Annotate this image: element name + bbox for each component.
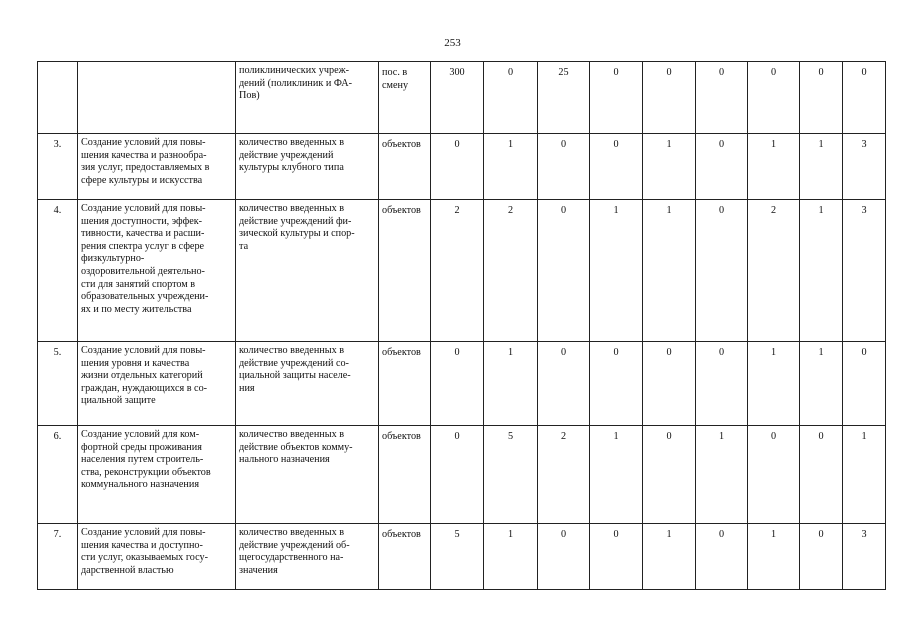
task-cell: Создание условий для повы- шения качества и разнообра- зия услуг, предоставляемых в сфере культуры и искусства <box>78 134 236 200</box>
table-row <box>38 426 886 524</box>
value-cell: 0 <box>696 342 748 426</box>
value-cell: 2 <box>431 200 484 342</box>
value-cell: 0 <box>431 342 484 426</box>
value-cell: 0 <box>590 342 643 426</box>
value-cell: 300 <box>431 62 484 134</box>
value-cell: 0 <box>431 426 484 524</box>
table-row <box>38 524 886 590</box>
value-cell: 0 <box>643 426 696 524</box>
value-cell: 0 <box>538 342 590 426</box>
unit-cell: объектов <box>379 524 431 590</box>
unit-cell: пос. в смену <box>379 62 431 134</box>
value-cell: 0 <box>696 62 748 134</box>
value-cell: 1 <box>590 200 643 342</box>
row-number: 5. <box>38 342 78 426</box>
task-cell: Создание условий для ком- фортной среды проживания населения путем строитель- ства, реконструкции объектов коммунального назначения <box>78 426 236 524</box>
table-row <box>38 134 886 200</box>
unit-cell: объектов <box>379 134 431 200</box>
task-cell: Создание условий для повы- шения уровня и качества жизни отдельных категорий граждан, нуждающихся в со- циальной защите <box>78 342 236 426</box>
indicators-table <box>37 61 886 590</box>
value-cell: 0 <box>748 426 800 524</box>
value-cell: 2 <box>538 426 590 524</box>
value-cell: 0 <box>696 134 748 200</box>
table-row <box>38 62 886 134</box>
value-cell: 1 <box>643 524 696 590</box>
value-cell: 0 <box>590 134 643 200</box>
value-cell: 5 <box>484 426 538 524</box>
unit-cell: объектов <box>379 200 431 342</box>
value-cell: 3 <box>843 200 886 342</box>
value-cell: 0 <box>843 62 886 134</box>
page-number: 253 <box>444 37 461 49</box>
value-cell: 1 <box>748 342 800 426</box>
indicator-cell: количество введенных в действие учреждений культуры клубного типа <box>236 134 379 200</box>
value-cell: 0 <box>538 200 590 342</box>
unit-cell: объектов <box>379 342 431 426</box>
value-cell: 1 <box>484 342 538 426</box>
row-number: 6. <box>38 426 78 524</box>
value-cell: 0 <box>643 342 696 426</box>
value-cell: 0 <box>590 62 643 134</box>
value-cell: 1 <box>590 426 643 524</box>
value-cell: 0 <box>800 426 843 524</box>
indicator-cell: количество введенных в действие объектов комму- нального назначения <box>236 426 379 524</box>
row-number <box>38 62 78 134</box>
value-cell: 1 <box>484 134 538 200</box>
table-row <box>38 200 886 342</box>
value-cell: 5 <box>431 524 484 590</box>
value-cell: 2 <box>748 200 800 342</box>
value-cell: 1 <box>643 134 696 200</box>
row-number: 3. <box>38 134 78 200</box>
task-cell <box>78 62 236 134</box>
value-cell: 0 <box>800 524 843 590</box>
value-cell: 0 <box>643 62 696 134</box>
value-cell: 1 <box>643 200 696 342</box>
value-cell: 0 <box>538 524 590 590</box>
row-number: 7. <box>38 524 78 590</box>
value-cell: 0 <box>748 62 800 134</box>
value-cell: 25 <box>538 62 590 134</box>
value-cell: 1 <box>800 342 843 426</box>
value-cell: 1 <box>800 200 843 342</box>
value-cell: 3 <box>843 134 886 200</box>
row-number: 4. <box>38 200 78 342</box>
value-cell: 0 <box>590 524 643 590</box>
value-cell: 1 <box>800 134 843 200</box>
table-row <box>38 342 886 426</box>
value-cell: 3 <box>843 524 886 590</box>
indicator-cell: количество введенных в действие учреждений со- циальной защиты населе- ния <box>236 342 379 426</box>
indicator-cell: поликлинических учреж- дений (поликлиник и ФА- Пов) <box>236 62 379 134</box>
value-cell: 1 <box>748 134 800 200</box>
value-cell: 1 <box>484 524 538 590</box>
value-cell: 1 <box>748 524 800 590</box>
indicator-cell: количество введенных в действие учреждений об- щегосударственного на- значения <box>236 524 379 590</box>
unit-cell: объектов <box>379 426 431 524</box>
value-cell: 0 <box>843 342 886 426</box>
value-cell: 2 <box>484 200 538 342</box>
value-cell: 0 <box>431 134 484 200</box>
indicator-cell: количество введенных в действие учреждений фи- зической культуры и спор- та <box>236 200 379 342</box>
value-cell: 0 <box>696 524 748 590</box>
value-cell: 0 <box>538 134 590 200</box>
value-cell: 0 <box>484 62 538 134</box>
value-cell: 1 <box>696 426 748 524</box>
task-cell: Создание условий для повы- шения доступности, эффек- тивности, качества и расши- рения спектра услуг в сфере физкультурно- оздоровительной деятельно- сти для занятий спортом в образовательных учреждени- ях и по месту жительства <box>78 200 236 342</box>
value-cell: 0 <box>696 200 748 342</box>
value-cell: 0 <box>800 62 843 134</box>
task-cell: Создание условий для повы- шения качества и доступно- сти услуг, оказываемых госу- дарственной властью <box>78 524 236 590</box>
value-cell: 1 <box>843 426 886 524</box>
